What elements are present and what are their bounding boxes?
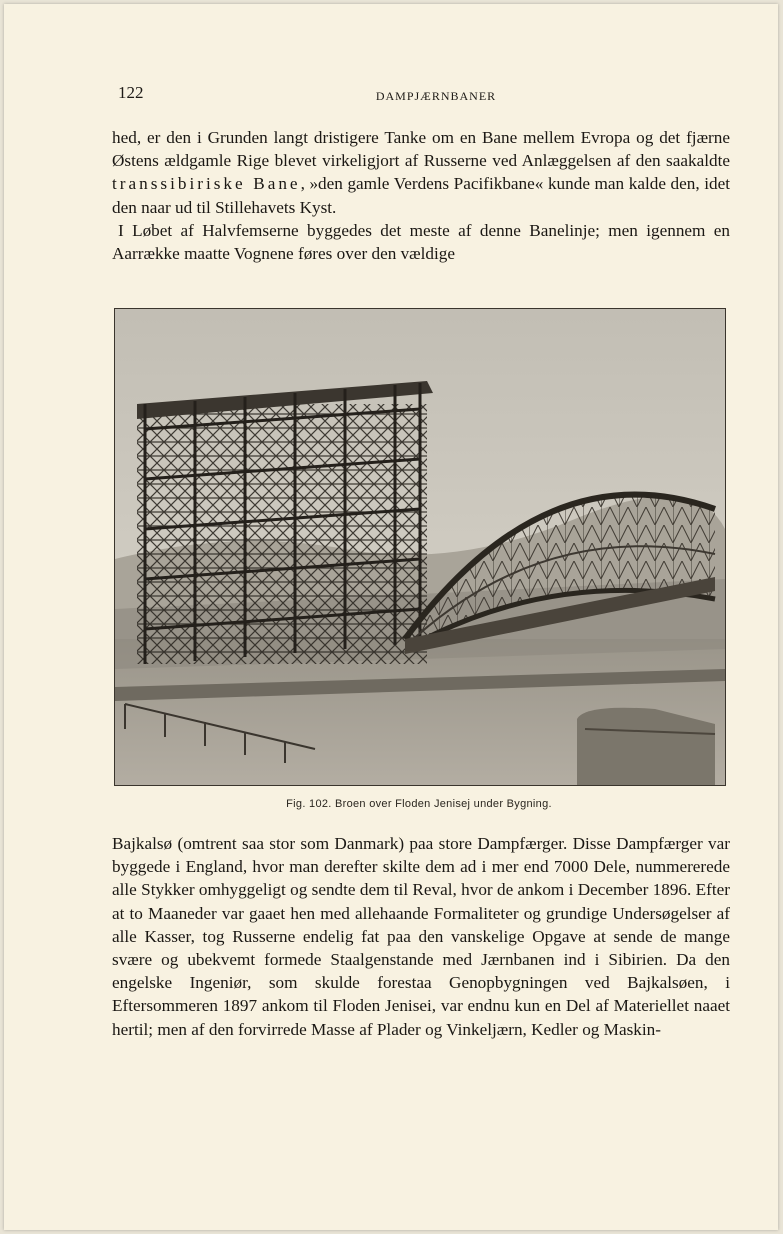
text-block-top — [112, 126, 730, 265]
running-head — [112, 80, 730, 108]
spaced-term: transsibiriske Bane — [112, 174, 301, 194]
paragraph: hed, er den i Grunden langt dristigere Tanke om en Bane mellem Evropa og det fjærne Østens ældgamle Rige blevet virkeligjort af Russerne ved Anlæggelsen af den saakaldte transsibiriske Bane, »den gamle Verdens Pacifikbane« kunde man kalde den, idet den naar ud til Stillehavets Kyst. — [112, 128, 730, 217]
page-number: 122 — [118, 83, 144, 102]
bridge-construction-illustration — [115, 309, 725, 785]
paragraph: Bajkalsø (omtrent saa stor som Danmark) paa store Dampfærger. Disse Dampfærger var byggede i England, hvor man derefter skilte dem ad i mer end 7000 Dele, nummererede alle Stykker omhyggeligt og sendte dem til Reval, hvor de ankom i December 1896. Efter at to Maaneder var gaaet hen med allehaande Formaliteter og grundige Undersøgelser af alle Kasser, tog Russerne endelig fat paa den vanskelige Opgave at sende de mange svære og ubekvemt formede Staalgenstande med Jærnbanen ind i Sibirien. Da den engelske Ingeniør, som skulde forestaa Genopbygningen ved Bajkalsøen, i Eftersommeren 1897 ankom til Floden Jenisei, var endnu kun en Del af Materiellet naaet hertil; men af den forvirrede Masse af Plader og Vinkeljærn, Kedler og Maskin- — [112, 834, 730, 1039]
paragraph: I Løbet af Halvfemserne byggedes det meste af denne Banelinje; men igennem en Aarrække maatte Vognene føres over den vældige — [112, 220, 730, 264]
bridge-photograph — [114, 308, 726, 786]
book-page — [4, 4, 778, 1230]
figure-caption: Fig. 102. Broen over Floden Jenisej under Bygning. — [286, 798, 552, 810]
scaffold-tower — [137, 381, 433, 664]
text-block-bottom — [112, 832, 730, 1041]
running-title: DAMPJÆRNBANER — [375, 89, 497, 103]
